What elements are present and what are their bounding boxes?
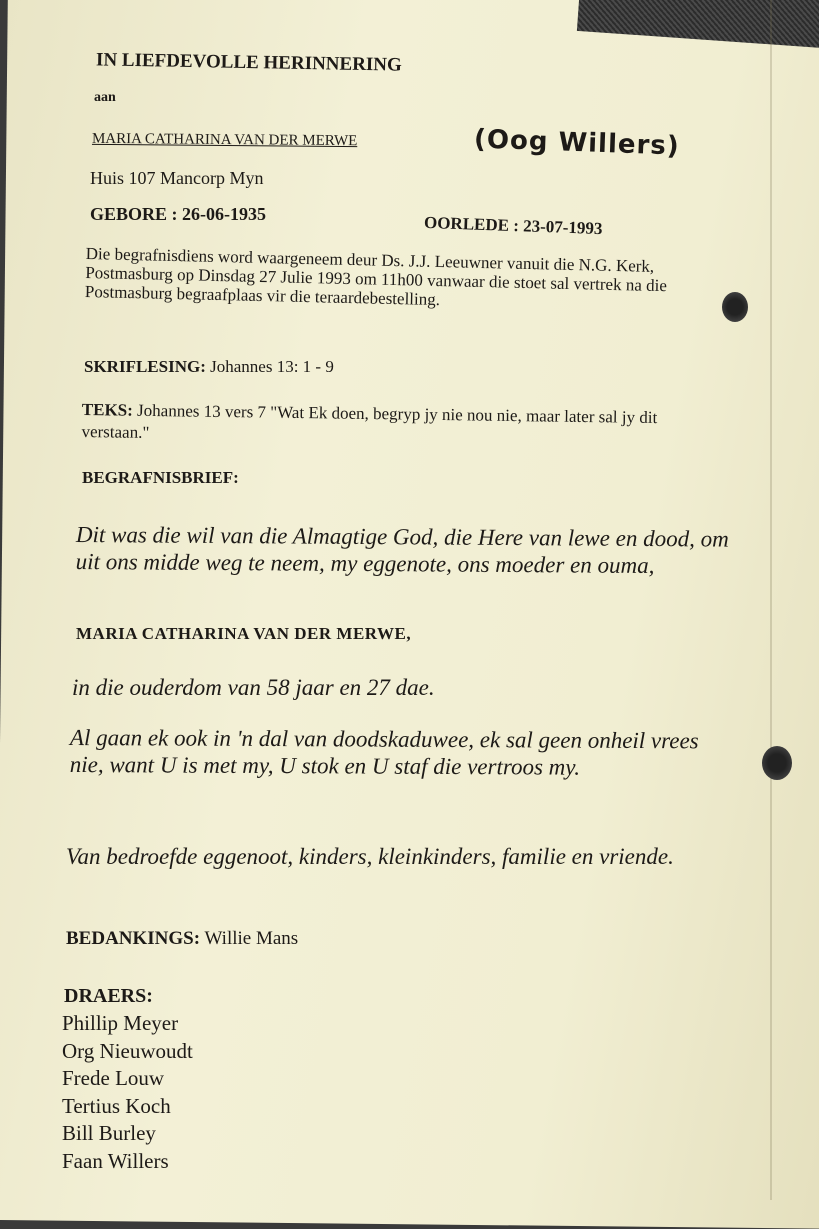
text-verse xyxy=(81,399,702,452)
service-paragraph: Die begrafnisdiens word waargeneem deur Ds. J.J. Leeuwner vanuit die N.G. Kerk, Postmasburg op Dinsdag 27 Julie 1993 om 11h00 vanwaar die stoet sal vertrek na die Postmasburg begraafplaas vir die teraardebestelling. xyxy=(84,244,668,310)
letter-paragraph-2: in die ouderdom van 58 jaar en 27 dae. xyxy=(72,675,435,700)
handwritten-note: (Oog Willers) xyxy=(473,124,681,162)
thanks-label: BEDANKINGS: xyxy=(66,928,201,949)
deceased-name: MARIA CATHARINA VAN DER MERWE xyxy=(91,130,358,150)
bearers-label: DRAERS: xyxy=(64,985,153,1007)
list-item: Tertius Koch xyxy=(62,1093,171,1118)
address: Huis 107 Mancorp Myn xyxy=(90,168,264,188)
died-label: OORLEDE : xyxy=(423,212,520,236)
thanks xyxy=(66,928,298,950)
letter-paragraph-3: Al gaan ek ook in 'n dal van doodskaduwee, ek sal geen onheil vrees nie, want U is met my, U stok en U staf die vertroos my. xyxy=(69,725,699,780)
died-value: 23-07-1993 xyxy=(522,216,603,239)
thanks-value: Willie Mans xyxy=(204,928,299,949)
letter-label: BEGRAFNISBRIEF: xyxy=(82,468,239,487)
list-item: Phillip Meyer xyxy=(62,1011,179,1035)
text-label: TEKS: xyxy=(81,399,134,420)
scripture-reading xyxy=(84,357,334,377)
list-item: Frede Louw xyxy=(62,1066,165,1090)
text-value: Johannes 13 vers 7 "Wat Ek doen, begryp jy nie nou nie, maar later sal jy dit verstaan." xyxy=(81,400,658,442)
list-item: Org Nieuwoudt xyxy=(62,1038,193,1063)
death-date xyxy=(424,213,603,239)
list-item: Faan Willers xyxy=(62,1148,169,1173)
document-title: IN LIEFDEVOLLE HERINNERING xyxy=(95,49,402,76)
letter-paragraph-1: Dit was die wil van die Almagtige God, die Here van lewe en dood, om uit ons midde weg te neem, my eggenote, ons moeder en ouma, xyxy=(75,522,729,579)
birth-date xyxy=(90,204,266,225)
reading-label: SKRIFLESING: xyxy=(84,357,206,376)
letter-name: MARIA CATHARINA VAN DER MERWE, xyxy=(76,624,412,643)
letter-paragraph-4: Van bedroefde eggenoot, kinders, kleinkinders, familie en vriende. xyxy=(66,844,674,869)
bearers-list xyxy=(62,1010,193,1175)
to-label: aan xyxy=(94,90,116,105)
list-item: Bill Burley xyxy=(62,1121,156,1145)
reading-value: Johannes 13: 1 - 9 xyxy=(210,357,334,376)
born-value: 26-06-1935 xyxy=(182,204,267,224)
born-label: GEBORE : xyxy=(90,204,178,224)
